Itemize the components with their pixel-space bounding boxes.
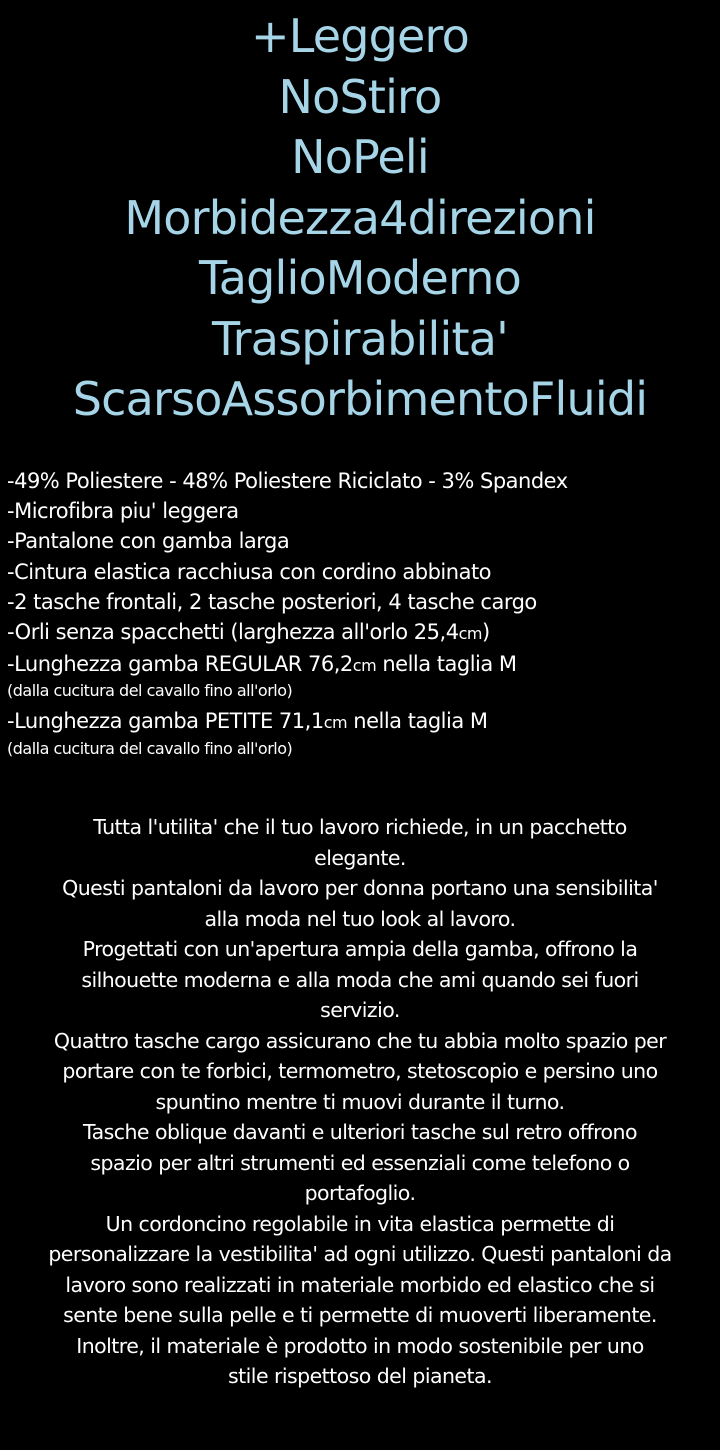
description-line: alla moda nel tuo look al lavoro.: [204, 906, 516, 931]
description-line: Un cordoncino regolabile in vita elastica permette di: [105, 1211, 615, 1236]
spec-petite-length-unit: cm: [323, 713, 348, 733]
spec-hem-text: -Orli senza spacchetti (larghezza all'orlo 25,4: [7, 620, 459, 645]
headline-line-low-fluid-absorption: ScarsoAssorbimentoFluidi: [72, 372, 648, 426]
spec-petite-length-size: nella taglia M: [347, 709, 488, 734]
description-line: Tutta l'utilita' che il tuo lavoro richiede, in un pacchetto: [93, 815, 627, 839]
spec-petite-length-text: -Lunghezza gamba PETITE 71,1: [7, 709, 324, 734]
spec-hem: [7, 617, 717, 649]
headline-line-no-iron: NoStiro: [278, 69, 442, 124]
spec-waistband: -Cintura elastica racchiusa con cordino abbinato: [7, 559, 492, 584]
description-line: lavoro sono realizzati in materiale morbido ed elastico che si: [65, 1272, 655, 1297]
spec-petite-length-note: (dalla cucitura del cavallo fino all'orlo): [7, 738, 293, 758]
description-line: sente bene sulla pelle e ti permette di muoverti liberamente.: [63, 1303, 657, 1327]
headline-line-four-way-softness: Morbidezza4direzioni: [124, 190, 596, 245]
spec-hem-unit: cm: [458, 624, 482, 644]
description-line: personalizzare la vestibilita' ad ogni utilizzo. Questi pantaloni da: [48, 1242, 672, 1266]
description-line: Inoltre, il materiale è prodotto in modo sostenibile per uno: [76, 1333, 644, 1358]
description-line: elegante.: [314, 845, 406, 870]
spec-pockets: -2 tasche frontali, 2 tasche posteriori, 4 tasche cargo: [7, 589, 537, 614]
spec-regular-length-note: (dalla cucitura del cavallo fino all'orlo): [7, 681, 293, 701]
headline-line-breathability: Traspirabilita': [212, 311, 508, 366]
product-specs: [7, 466, 717, 764]
description-line: Tasche oblique davanti e ulteriori tasche sul retro offrono: [83, 1120, 637, 1144]
description-line: spuntino mentre ti muovi durante il turno.: [155, 1089, 565, 1114]
description-line: servizio.: [320, 998, 400, 1022]
spec-wide-leg: -Pantalone con gamba larga: [7, 529, 290, 554]
description-line: portare con te forbici, termometro, stetoscopio e persino uno: [62, 1059, 658, 1083]
description-line: spazio per altri strumenti ed essenziali come telefono o: [90, 1150, 630, 1175]
spec-composition: -49% Poliestere - 48% Poliestere Riciclato - 3% Spandex: [7, 469, 568, 493]
spec-regular-length: [7, 649, 717, 681]
feature-headline: [0, 6, 720, 430]
spec-hem-close: ): [481, 620, 490, 645]
spec-petite-length: [7, 706, 717, 738]
description-line: silhouette moderna e alla moda che ami quando sei fuori: [81, 967, 639, 992]
spec-regular-length-unit: cm: [352, 656, 377, 676]
spec-microfiber: -Microfibra piu' leggera: [7, 499, 239, 524]
product-description: [4, 812, 716, 1392]
headline-line-no-lint: NoPeli: [291, 130, 429, 184]
description-line: portafoglio.: [304, 1181, 416, 1205]
description-line: stile rispettoso del pianeta.: [228, 1364, 492, 1388]
description-line: Questi pantaloni da lavoro per donna portano una sensibilita': [62, 876, 658, 900]
description-line: Progettati con un'apertura ampia della gamba, offrono la: [82, 937, 638, 961]
headline-line-lighter: +Leggero: [250, 9, 469, 63]
spec-regular-length-size: nella taglia M: [376, 652, 517, 677]
description-line: Quattro tasche cargo assicurano che tu abbia molto spazio per: [53, 1028, 667, 1053]
headline-line-modern-cut: TaglioModerno: [199, 251, 521, 305]
spec-regular-length-text: -Lunghezza gamba REGULAR 76,2: [7, 652, 353, 677]
